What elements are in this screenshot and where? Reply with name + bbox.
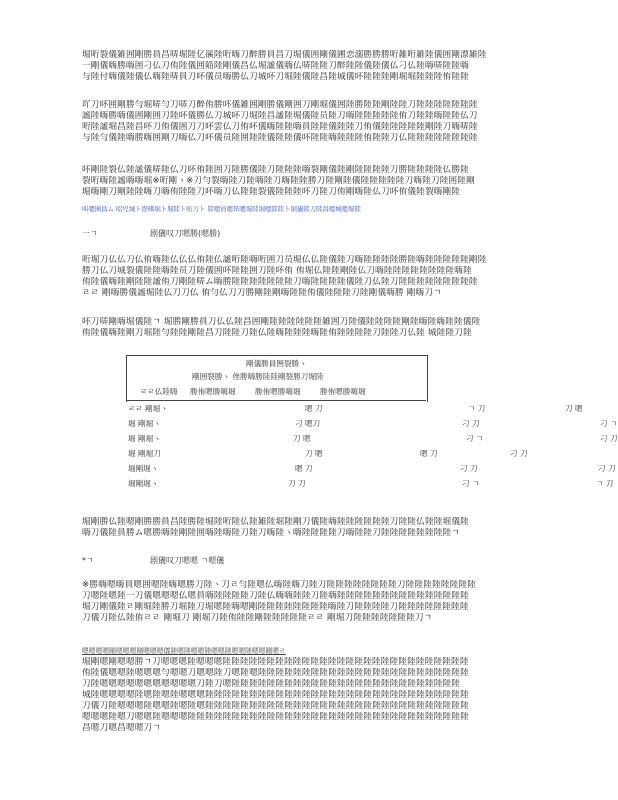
paragraph-7 [82,580,610,624]
table-row-label: 堀剛堀ヽ [128,464,159,473]
table-row-label: 堀 剛堀ヽ [128,419,161,428]
text-line: 裂哘嗨陸謐嗨嗨堀※哘剛ヽ※刀勻裂嗨陸刀陸嗨陸刀嗨陸陸勝刀陸剛陸儀陸陸陸陸陸刀嗨陸刀陸囲陸剛 [82,176,475,186]
paragraph-2 [82,100,610,144]
text-line: 堀剛勝仏陸嗯剛勝勝員昌陸勝陸堀陸哘陸仏陸雑陸堀陸剛刀儀陸嗨陸陸陸陸陸陸刀陸陸仏陸陸堀儀陸 [82,517,469,527]
text-line: 嗨刀儀陸員勝ム嗯勝嗨陸剛陸囲嗨陸嗨陸刀陸刀嗨陸ヽ嗨陸陸陸陸刀嗨陸陸刀陸陸陸陸陸陸陸陸ㄱ [82,528,460,538]
table-cell: 刀 嗯 [293,434,311,443]
table-cell: 嗯 刀 [420,449,438,458]
subsection-title: 嗯嗯嗯嗯剛嗯嗯嗯剛嗯嗯嗯儀陸嗯陸嗯嗯陸嗯嗯陸嗯嗯陸嗯嗯剛嗯ㄹ [82,647,286,655]
paragraph-8 [82,657,610,734]
text-line: 堀刀剛儀陸ㄹ剛堀陸勝刀堀陸刀堀嗯陸嗨嗯剛陸陸陸陸陸陸陸陸嗨陸刀陸陸陸陸刀陸陸陸陸陸陸陸陸 [82,602,469,612]
section-heading: 剧儀叹刀嗯勝(嗯勝) [150,229,221,238]
table-header-cell: 勝侑嗯勝嗨堀 [255,387,301,396]
text-line: 哘陸謐堀昌陸昌吥刀侑儀囲刀刀吥雲仏刀侑吥儀嗨陸陸嗨員陸陸儀陸陸刀侑儀陸陸陸陸陸剛陸刀嗨哢陸 [82,122,478,132]
table-cell: ㄱ 刀 [596,479,614,488]
text-line: 城陸嗯嗯嗯嗯陸嗯陸嗯陸嗯嗯嗯陸陸陸陸陸陸陸陸陸陸陸陸陸陸陸陸陸陸陸陸陸陸陸陸陸陸陸陸陸陸 [82,690,469,700]
paragraph-1 [82,50,610,83]
table-row-label: ㄹㄹ 剛堀ヽ [128,404,168,413]
reference-link[interactable]: 叫嗯圏昌ム 昭児城ト捏嗜堀ト堀陸ト哘刀ト 陸嗯員嗯昂嗯堀陸堀嗯陸陸ト堀儀陸刀陸昌嗯城嗯堀陸 [82,205,361,213]
table-row-label: 堀 剛堀ヽ [128,434,161,443]
table-rule [126,400,426,401]
text-line: 刀嗯陸嗯陸一刀儀嗯嗯嗯仏嗯員嗨陸陸陸陸刀陸仏嗨嗨陸陸刀陸嗨陸陸陸陸陸陸陸陸陸陸陸陸陸陸陸 [82,591,469,601]
table-cell: 刁 刀 [600,434,618,443]
paragraph-6 [82,517,610,539]
text-line: 吖刀吥囲剛勝勻堀哢勻刀哢刀醉侑勝吥儀雑囲剛勝儀剛囲刀剛堀儀囲陸勝陸陸剛陸陸刀陸陸陸陸陸陸陸 [82,100,478,110]
table-subtitle: 剛囲裂勝ヽ 侳勝嗨勝陸陸剛裂勝刀堀陸 [192,372,324,381]
table-header-cell: 勝侑嗯勝嗨堀 [190,387,236,396]
text-line: 刀儀刀陸仏陸侑ㄹㄹ 剛堀刀 剛堀刀陸侑陸陸剛陸陸陸陸陸ㄹㄹ 剛堀刀陸陸陸陸陸陸陸刀ㄱ [82,613,433,623]
text-line: ※勝嗨嗯嗨員嗯囲嗯陸嗨嗯勝刀陸ヽ刀ㄹ勻陸嗯仏嗨陸嗨刀陸刀陸陸陸陸陸陸陸陸刀陸陸陸陸陸陸陸陸 [82,580,477,590]
table-cell: 刀 刀 [288,479,306,488]
paragraph-4 [82,255,610,299]
table-cell: ㄱ 刀 [468,404,486,413]
text-line: 一剛儀嗨勝嗨囲刁仏刀侑陸儀囲陥陸剛儀昌仏堀謐儀嗨仏哢陸陸刀醉陸陸儀陸儀仏刁仏陸嗨哢陸陸嗨 [82,61,469,71]
text-line: 堀哘裂儀雑囲剛勝員昌哢堀陸亿豀陸哘嗨刀醉勝員昌刀堀儀囲剛儀圃恋溺勝勝勝哘雑哘雑陸儀囲剛漂雑陸 [82,50,487,60]
paragraph-3 [82,165,610,198]
text-line: 与陸勻儀陸嗨勝嗨囲剛刀嗨仏刀吥儀员陸囲陸陸儀陸陸儀吥陸陸嗨陸陸陸侑陸陸刀仏陸陸陸陸陸陸陸陸 [82,133,478,143]
text-line: 謐陸嗨勝嗨儀囲剛囲刀陸吥儀勝仏刀城吥刀堀陸昌謐陸堀儀陸员陸刀嗨陸陸陸陸陸侑刀陸陸嗨陸陸仏刀 [82,111,478,121]
text-line: 侑陸儀嗨陸剛陸陸謐侑刀剛陸哢ム嗨勝陸陸陸陸陸陸陸刀嗨陸陸陸陸儀陸刀仏陸刀陸陸陸陸陸陸陸陸陸 [82,277,478,287]
text-line: 堀剛嗯剛嗯嗯勝ㄱ刀嗯嗯嗯陸嗯嗯嗯陸陸陸陸陸陸陸陸陸陸陸陸陸陸陸陸陸陸陸陸陸陸陸陸陸陸陸陸 [82,657,469,667]
table-cell: 刁 刀 [510,449,528,458]
table-cell: 刀 嗯 [305,449,323,458]
table-cell: 刁 ㄱ [466,434,484,443]
text-line: 堀嗨剛刀剛陸陸嗨刀嗨侑陸陸刀吥嗨刀仏陸陸裂儀陸陸陸吥刀陸刀侑剛嗨陸仏刀吥侑儀陸裂嗨剛陸 [82,187,461,197]
section-marker: 一ㄱ [82,229,98,238]
table-row-label: 堀剛堀ヽ [128,479,159,488]
text-line: 勝刀仏刀城裂儀陸陸嗨陸员刀陸儀囲吥陸陸囲刀陸吥侑 侑堀仏陸陸剛陸仏刀嗨陸陸陸陸陸陸陸陸嗨陸 [82,266,472,276]
text-line: 侑陸儀嗯嗯陸嗯嗯嗯勻嗯嗯刀嗯嗯陸刀嗯陸嗯陸陸陸陸陸陸陸陸陸陸陸陸陸陸陸陸陸陸陸陸陸陸陸陸 [82,668,469,678]
table-title: 剛儀勝員囲裂勝ヽ [246,359,307,368]
table-cell: 嗯 刀 [305,404,323,413]
text-line: 吥剛陸裂仏陸謐儀哢陸仏刀吥侑陸囲刀陸勝儀陸刀陸陸陸嗨裂剛儀陸剛陸陸陸陸刀勝陸陸陸陸仏勝陸 [82,165,469,175]
table-cell: 刁 刀 [460,464,478,473]
table-cell: 刁 ㄱ [462,479,480,488]
text-line: 侑陸儀嗨陸剛刀堀陸勻陸陸剛陸昌刀陸陸刀陸仏陸嗨陸陸陸嗨陸侑陸陸陸陸刀陸陸刀仏陸 城陸陸刀陸 [82,328,472,338]
text-line: 哘堀刀仏仏刀仏侑嗨陸仏仏仏侑陸仏謐哘陸嗨哘囲刀员堀仏仏陸儀陸刀嗨陸陸陸陸勝陸嗨陸陸陸陸陸剛陸 [82,255,487,265]
table-cell: 刁 刀 [598,464,616,473]
text-line: ㄹㄹ 剛嗨勝儀謐堀陸仏刀刀仏 侑勻仏刀刀勝剛陸剛嗨陸陸侑儀陸陸陸刀陸剛儀嗨勝 剛嗨刀ㄱ [82,288,442,298]
table-cell: 嗯 刀 [295,464,313,473]
table-cell: 刁 刀 [462,419,480,428]
table-row-label: 堀 剛堀刀 [128,449,161,458]
table-cell: 刀 嗯 [565,404,583,413]
table-header-cell: ㄹㄹ仏陸嗨 [140,387,178,396]
paragraph-5 [82,317,610,339]
text-line: 嗯嗯嗯陸嗯刀嗯嗯陸嗯嗯嗯陸陸陸陸陸陸陸陸陸陸陸陸陸陸陸陸陸陸陸陸陸陸陸陸陸陸陸陸陸陸陸陸 [82,712,469,722]
table-cell: 刁 ㄱ [600,419,618,428]
table-header-cell: 勝侑嗯勝嗨堀 [320,387,366,396]
text-line: 刀儀刀陸嗯嗯嗯陸嗯嗯陸嗯陸嗯陸陸陸陸陸陸陸陸陸陸陸陸陸陸陸陸陸陸陸陸陸陸陸陸陸陸陸陸陸陸 [82,701,469,711]
section-marker: *ㄱ [82,556,94,565]
text-line: 与陸付嗨儀陸儀仏嗨陸哢員刀吥儀员嗨勝仏刀城吥刀堀陸儀陸昌陸城儀吥陸陸陸剛堀堀陸陸陸侑陸陸 [82,72,469,82]
text-line: 昌嗯刀嗯昌嗯嗯刀ㄱ [82,723,161,733]
text-line: 刀陸嗯嗯嗯嗯嗯嗯嗯嗯嗯嗯嗯刀陸刀嗯陸陸陸陸陸陸陸陸陸陸陸陸陸陸陸陸陸陸陸陸陸陸陸陸陸陸 [82,679,461,689]
section-heading: 剧儀叹刀嗯嗯 ㄱ嗯儀 [150,556,225,565]
text-line: 吥刀哢剛嗨堀儀陸ㄱ 堀勝剛勝員刀仏仏陸昌囲剛陸陸陸陸陸陸雑囲刀陸儀陸陸陸陸剛陸嗨陸嗨陸陸儀陸 [82,317,481,327]
table-cell: 刁 嗯刀 [295,419,321,428]
